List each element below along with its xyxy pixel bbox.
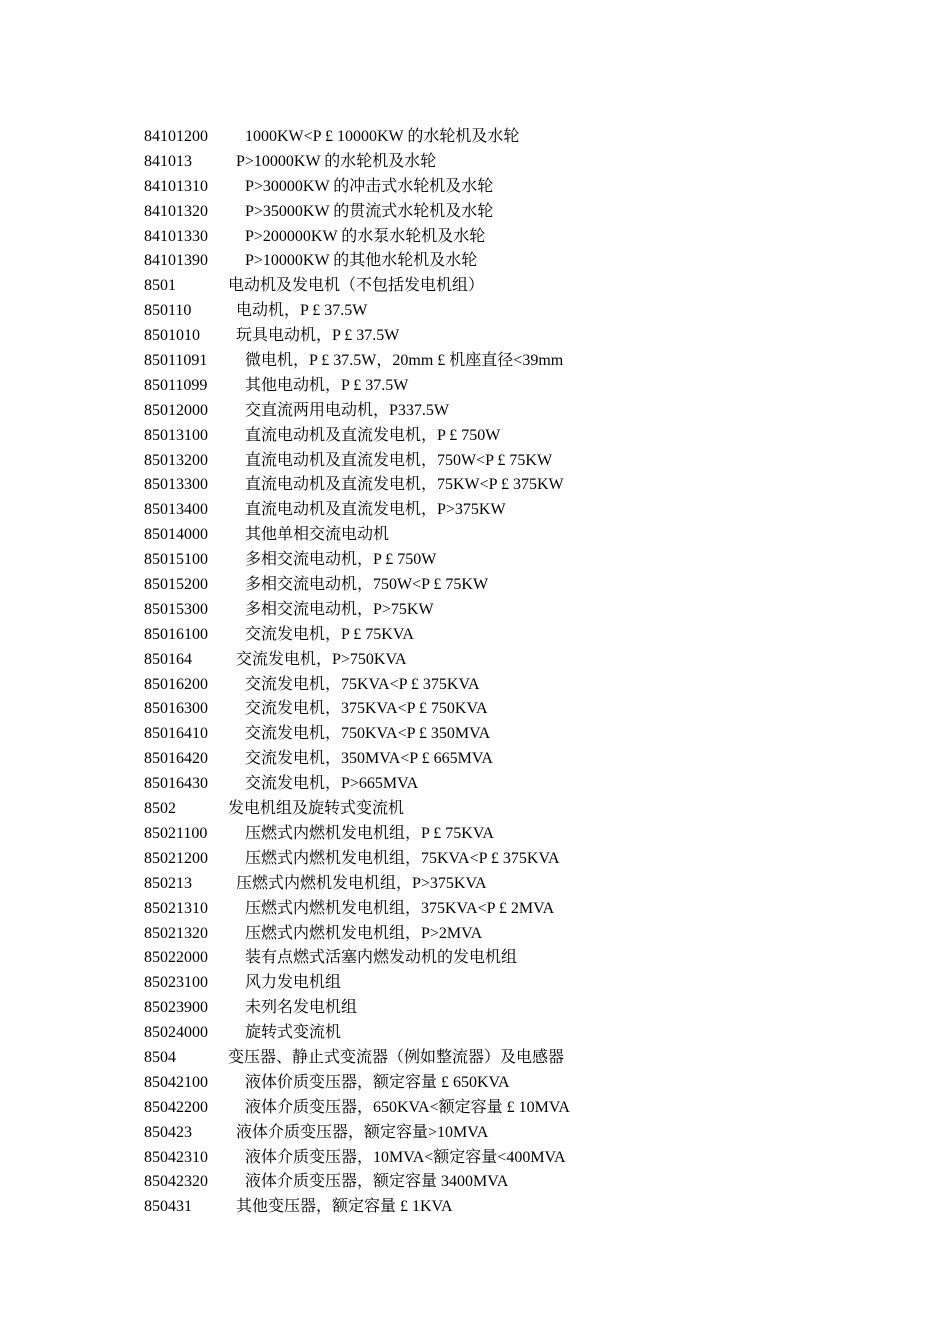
tariff-description: P>10000KW 的其他水轮机及水轮: [245, 252, 478, 270]
tariff-code: 850431: [144, 1198, 192, 1216]
tariff-description: 发电机组及旋转式变流机: [228, 800, 405, 818]
tariff-description: 直流电动机及直流发电机，P>375KW: [245, 501, 506, 519]
tariff-code: 85011099: [144, 376, 208, 394]
tariff-code: 85016420: [144, 750, 208, 768]
tariff-code: 8501: [144, 277, 176, 295]
tariff-description: 压燃式内燃机发电机组，P>2MVA: [245, 924, 483, 942]
tariff-description: 直流电动机及直流发电机，75KW<P £ 375KW: [245, 476, 564, 494]
tariff-code: 85015100: [144, 551, 208, 569]
tariff-code: 85023100: [144, 974, 208, 992]
tariff-code: 85011091: [144, 352, 208, 370]
tariff-description: 交流发电机，P>750KVA: [236, 650, 407, 668]
tariff-description: 风力发电机组: [245, 974, 342, 992]
tariff-description: 交流发电机，P>665MVA: [245, 775, 419, 793]
tariff-description: 压燃式内燃机发电机组，75KVA<P £ 375KVA: [245, 849, 560, 867]
tariff-description: 未列名发电机组: [245, 999, 358, 1017]
tariff-code: 84101390: [144, 252, 208, 270]
tariff-code: 85042100: [144, 1073, 208, 1091]
tariff-description: 多相交流电动机，750W<P £ 75KW: [245, 576, 489, 594]
tariff-code: 85013300: [144, 476, 208, 494]
tariff-code: 85013100: [144, 426, 208, 444]
tariff-code: 8502: [144, 800, 176, 818]
tariff-description: 交直流两用电动机，P337.5W: [245, 401, 450, 419]
tariff-code: 85016200: [144, 675, 208, 693]
tariff-description: 液体价质变压器，额定容量 £ 650KVA: [245, 1073, 510, 1091]
tariff-description: 变压器、静止式变流器（例如整流器）及电感器: [228, 1048, 565, 1066]
tariff-description: 微电机，P £ 37.5W，20mm £ 机座直径<39mm: [245, 352, 564, 370]
tariff-description: 多相交流电动机，P £ 750W: [245, 551, 437, 569]
tariff-code: 85012000: [144, 401, 208, 419]
tariff-description: 电动机，P £ 37.5W: [236, 302, 368, 320]
tariff-description: P>10000KW 的水轮机及水轮: [236, 152, 437, 170]
tariff-code: 85016410: [144, 725, 208, 743]
tariff-code: 85022000: [144, 949, 208, 967]
tariff-code: 8501010: [144, 327, 200, 345]
tariff-description: 液体介质变压器，额定容量 3400MVA: [245, 1173, 509, 1191]
tariff-description: 直流电动机及直流发电机，P £ 750W: [245, 426, 501, 444]
tariff-code: 84101330: [144, 227, 208, 245]
tariff-code: 85023900: [144, 999, 208, 1017]
tariff-code: 85021200: [144, 849, 208, 867]
tariff-code: 85015300: [144, 600, 208, 618]
tariff-code: 850213: [144, 874, 192, 892]
tariff-description: 交流发电机，75KVA<P £ 375KVA: [245, 675, 480, 693]
tariff-description: 交流发电机，350MVA<P £ 665MVA: [245, 750, 493, 768]
tariff-description: 电动机及发电机（不包括发电机组）: [228, 277, 485, 295]
tariff-description: 交流发电机，P £ 75KVA: [245, 625, 414, 643]
tariff-code: 8504: [144, 1048, 176, 1066]
tariff-description: 交流发电机，375KVA<P £ 750KVA: [245, 700, 488, 718]
tariff-code: 84101200: [144, 128, 208, 145]
tariff-description: 旋转式变流机: [245, 1024, 342, 1042]
tariff-code: 84101310: [144, 177, 208, 195]
tariff-code: 85013200: [144, 451, 208, 469]
tariff-code: 85013400: [144, 501, 208, 519]
tariff-code: 85024000: [144, 1024, 208, 1042]
tariff-description: P>35000KW 的贯流式水轮机及水轮: [245, 202, 494, 220]
tariff-description: 交流发电机，750KVA<P £ 350MVA: [245, 725, 491, 743]
tariff-code: 85016430: [144, 775, 208, 793]
tariff-code: 850423: [144, 1123, 192, 1141]
tariff-code: 85021310: [144, 899, 208, 917]
tariff-code: 841013: [144, 152, 192, 170]
tariff-description: P>200000KW 的水泵水轮机及水轮: [245, 227, 486, 245]
tariff-code: 85042310: [144, 1148, 208, 1166]
tariff-code: 85042200: [144, 1098, 208, 1116]
tariff-description: 压燃式内燃机发电机组，P £ 75KVA: [245, 824, 494, 842]
tariff-description: 其他变压器，额定容量 £ 1KVA: [236, 1198, 453, 1216]
tariff-description: 多相交流电动机，P>75KW: [245, 600, 434, 618]
tariff-description: 液体介质变压器，额定容量>10MVA: [236, 1123, 489, 1141]
tariff-description: 其他电动机，P £ 37.5W: [245, 376, 409, 394]
tariff-description: 装有点燃式活塞内燃发动机的发电机组: [245, 949, 518, 967]
tariff-description: 压燃式内燃机发电机组，375KVA<P £ 2MVA: [245, 899, 555, 917]
tariff-description: 压燃式内燃机发电机组，P>375KVA: [236, 874, 487, 892]
tariff-code: 85016300: [144, 700, 208, 718]
tariff-code: 85016100: [144, 625, 208, 643]
tariff-description: P>30000KW 的冲击式水轮机及水轮: [245, 177, 494, 195]
tariff-description: 直流电动机及直流发电机，750W<P £ 75KW: [245, 451, 553, 469]
tariff-code: 850164: [144, 650, 192, 668]
tariff-description: 液体介质变压器，10MVA<额定容量<400MVA: [245, 1148, 566, 1166]
tariff-code: 85021320: [144, 924, 208, 942]
tariff-code: 85014000: [144, 526, 208, 544]
tariff-description: 液体介质变压器，650KVA<额定容量 £ 10MVA: [245, 1098, 570, 1116]
tariff-code: 84101320: [144, 202, 208, 220]
tariff-description: 玩具电动机，P £ 37.5W: [236, 327, 400, 345]
tariff-code: 85015200: [144, 576, 208, 594]
tariff-description: 1000KW<P £ 10000KW 的水轮机及水轮: [245, 128, 520, 145]
tariff-code: 85021100: [144, 824, 208, 842]
tariff-description: 其他单相交流电动机: [245, 526, 390, 544]
tariff-code: 85042320: [144, 1173, 208, 1191]
tariff-code: 850110: [144, 302, 192, 320]
